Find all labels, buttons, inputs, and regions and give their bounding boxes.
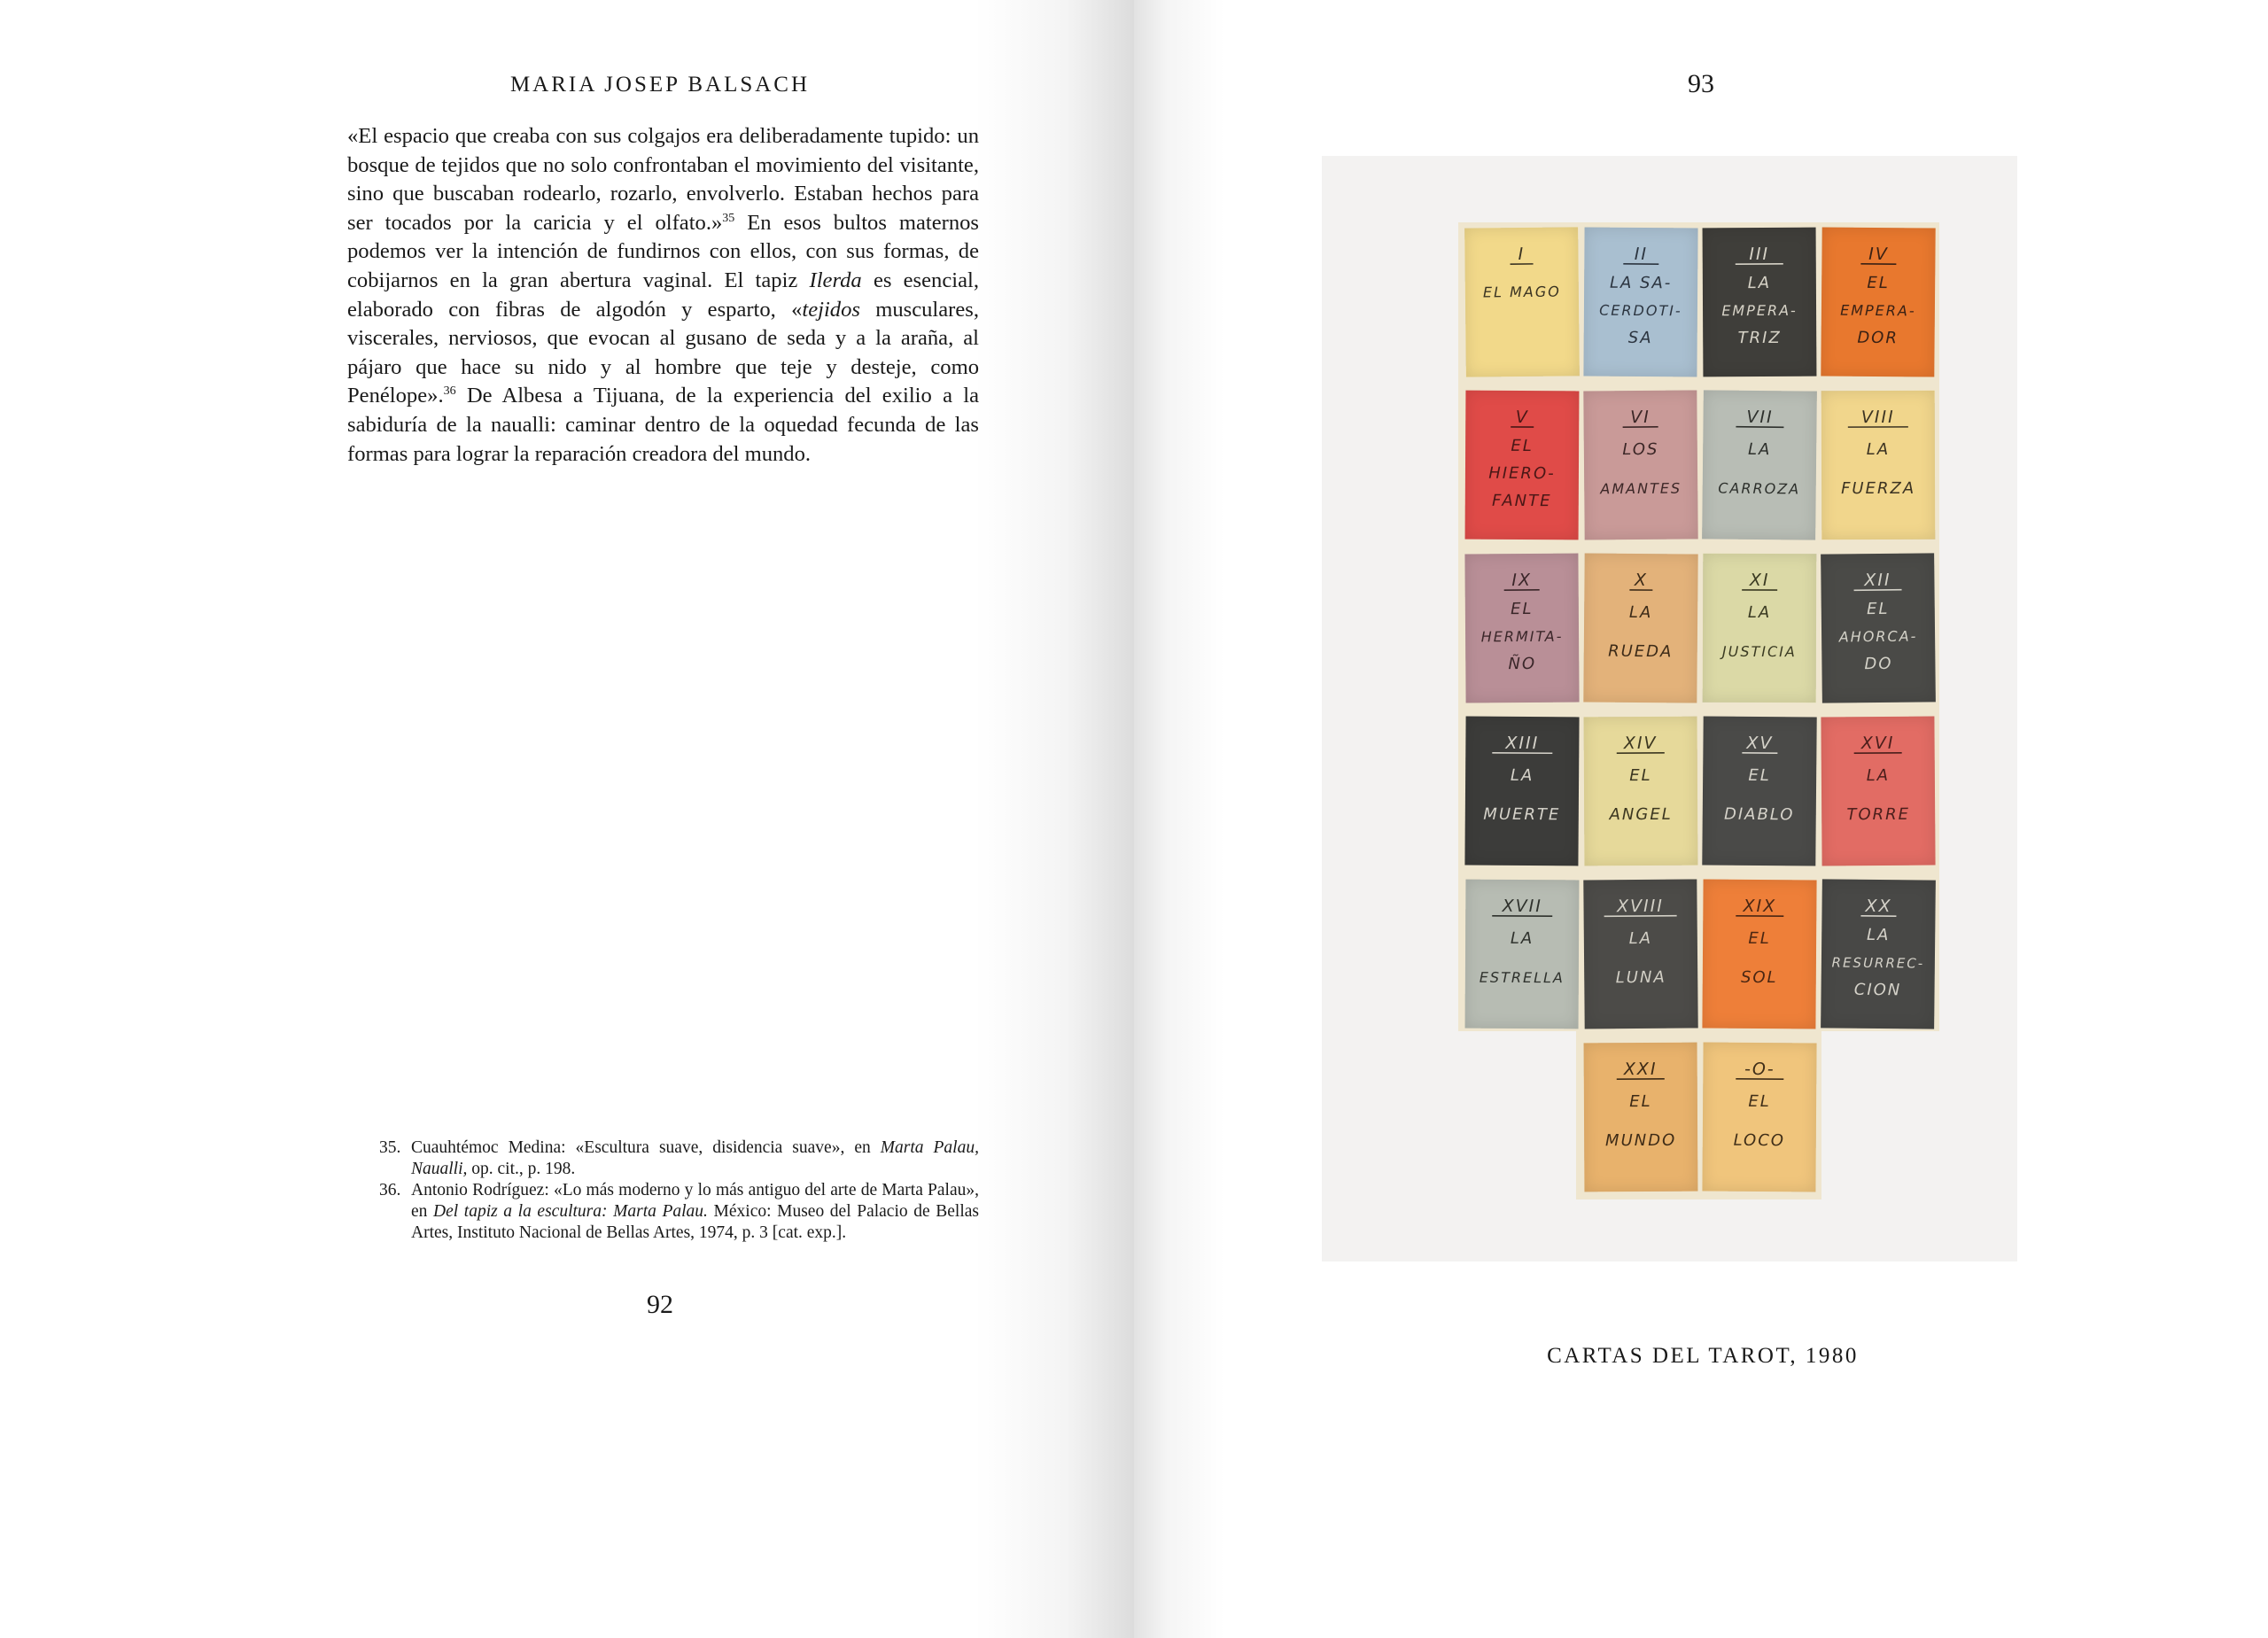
card-numeral: XVI xyxy=(1860,733,1895,754)
card-title-line: EMPERA- xyxy=(1721,301,1798,320)
footnote-italic: Del tapiz a la escultura: Marta Palau. xyxy=(433,1202,708,1221)
tarot-card xyxy=(1702,880,1816,1029)
card-numeral: XIII xyxy=(1505,733,1540,754)
card-title-line: SA xyxy=(1627,328,1653,348)
tarot-card xyxy=(1465,880,1580,1029)
card-title-line: RESURREC- xyxy=(1831,954,1925,972)
tarot-card xyxy=(1821,553,1936,703)
card-title-line: TORRE xyxy=(1846,804,1911,825)
footnote-italic: Marta Palau, Naualli, xyxy=(411,1138,979,1178)
card-title-line: DO xyxy=(1864,654,1893,674)
card-numeral: IV xyxy=(1868,244,1889,265)
card-title-line: DOR xyxy=(1857,328,1899,348)
footnote-number: 36. xyxy=(379,1181,401,1199)
tarot-card xyxy=(1821,391,1936,540)
card-title-line: JUSTICIA xyxy=(1721,642,1797,661)
card-numeral: VI xyxy=(1630,407,1651,428)
card-lettering xyxy=(1465,391,1580,540)
card-lettering xyxy=(1584,717,1698,866)
card-lettering xyxy=(1821,553,1936,703)
figure-caption: CARTAS DEL TAROT, 1980 xyxy=(1547,1344,1859,1368)
tarot-card xyxy=(1703,554,1817,703)
card-lettering xyxy=(1821,879,1936,1029)
card-lettering xyxy=(1584,1043,1698,1192)
card-lettering xyxy=(1821,391,1936,540)
text-run: En esos bultos maternos podemos ver la intención de fundirnos con ellos, con sus formas, de cobijarnos en la gran abertura vaginal. El tapiz xyxy=(347,210,979,292)
card-numeral: IX xyxy=(1511,570,1533,591)
card-lettering xyxy=(1702,390,1817,540)
paragraph-text xyxy=(347,122,979,469)
card-title-line: LA xyxy=(1510,765,1534,786)
footnote-text: México: Museo del Palacio de Bellas Artes, Instituto Nacional de Bellas Artes, 1974, p. 3 [cat. exp.]. xyxy=(411,1202,979,1242)
text-run: musculares, viscerales, nerviosos, que evocan al gusano de seda y a la araña, al pájaro que hace su nido y al hombre que teje y desteje, como Penélope». xyxy=(347,297,979,408)
card-title-line: LA xyxy=(1628,928,1653,949)
tarot-card xyxy=(1703,228,1817,377)
text-run: De Albesa a Tijuana, de la experiencia del exilio a la sabiduría de la naualli: caminar dentro de la oquedad fecunda de las formas para lograr la reparación creadora del mundo. xyxy=(347,384,979,466)
card-numeral: -O- xyxy=(1744,1059,1775,1080)
card-numeral: XVIII xyxy=(1617,896,1665,917)
tarot-card xyxy=(1464,554,1579,703)
tarot-card xyxy=(1821,879,1936,1029)
card-title-line: MUNDO xyxy=(1604,1130,1677,1151)
tarot-card xyxy=(1821,717,1935,866)
card-title-line: EMPERA- xyxy=(1840,301,1916,320)
card-title-line: LA xyxy=(1628,602,1653,623)
card-numeral: XIX xyxy=(1743,896,1777,917)
card-numeral: I xyxy=(1518,244,1526,265)
tarot-card xyxy=(1583,228,1697,377)
numeral-underline xyxy=(1736,427,1783,428)
card-title-line: FANTE xyxy=(1492,491,1552,511)
tarot-card xyxy=(1583,553,1697,703)
card-lettering xyxy=(1583,390,1697,540)
italic-title: Ilerda xyxy=(809,268,862,292)
card-title-line: ANGEL xyxy=(1609,804,1673,825)
tarot-card xyxy=(1702,716,1816,866)
card-title-line: MUERTE xyxy=(1483,804,1561,825)
italic-term: tejidos xyxy=(802,297,860,322)
footnote-text: Antonio Rodríguez: «Lo más moderno y lo más antiguo del arte de Marta Palau», en xyxy=(411,1181,979,1221)
card-lettering xyxy=(1464,717,1579,866)
card-lettering xyxy=(1464,227,1580,377)
card-title-line: LA xyxy=(1510,928,1534,949)
card-title-line: LA xyxy=(1866,439,1891,460)
card-numeral: XV xyxy=(1746,733,1774,754)
tarot-card xyxy=(1584,1043,1698,1192)
artwork-plate xyxy=(1322,156,2017,1261)
tarot-cards-artwork xyxy=(1458,222,1939,1199)
card-title-line: EL xyxy=(1866,599,1890,619)
page-number-right: 93 xyxy=(1688,69,1714,98)
card-title-line: EL xyxy=(1629,765,1652,786)
card-lettering xyxy=(1583,879,1697,1029)
numeral-underline xyxy=(1854,590,1902,591)
footnote-number: 35. xyxy=(379,1138,401,1157)
text-run: es esencial, elaborado con fibras de algodón y esparto, « xyxy=(347,268,979,322)
tarot-card xyxy=(1465,391,1580,540)
card-title-line: LA xyxy=(1866,925,1891,945)
card-lettering xyxy=(1702,880,1816,1029)
card-lettering xyxy=(1702,1043,1816,1192)
card-lettering xyxy=(1703,228,1817,377)
footnote-text: op. cit., p. 198. xyxy=(467,1160,576,1178)
card-title-line: CARROZA xyxy=(1718,479,1801,498)
card-title-line: FUERZA xyxy=(1841,478,1916,499)
card-title-line: HERMITA- xyxy=(1480,627,1564,646)
footnote-text: Cuauhtémoc Medina: «Escultura suave, disidencia suave», en xyxy=(411,1138,881,1157)
card-title-line: LOCO xyxy=(1733,1130,1786,1151)
tarot-card xyxy=(1821,227,1935,377)
card-title-line: CION xyxy=(1853,980,1902,1000)
card-numeral: VIII xyxy=(1860,407,1895,428)
card-title-line: EL xyxy=(1511,599,1534,619)
card-lettering xyxy=(1464,554,1579,703)
card-numeral: XVII xyxy=(1502,896,1542,917)
card-title-line: DIABLO xyxy=(1723,804,1795,825)
running-head: MARIA JOSEP BALSACH xyxy=(509,73,811,97)
card-lettering xyxy=(1583,228,1697,377)
card-lettering xyxy=(1465,880,1580,1029)
card-title-line: CERDOTI- xyxy=(1599,301,1682,320)
card-title-line: EL xyxy=(1748,765,1771,786)
tarot-card xyxy=(1583,390,1697,540)
card-numeral: III xyxy=(1749,244,1770,265)
footnote-ref[interactable]: 35 xyxy=(722,211,735,225)
tarot-card xyxy=(1464,717,1579,866)
card-title-line: LA SA- xyxy=(1609,273,1673,293)
card-title-line: AMANTES xyxy=(1600,479,1682,498)
card-title-line: LOS xyxy=(1622,439,1659,460)
text-run: «El espacio que creaba con sus colgajos era deliberadamente tupido: un bosque de tejidos que no solo confrontaban el movimiento del visitante, sino que buscaban rodearlo, rozarlo, envolverlo. Estaban hechos para ser tocados por la caricia y el olfato.» xyxy=(347,124,979,235)
card-title-line: LA xyxy=(1866,765,1891,786)
card-numeral: XXI xyxy=(1623,1059,1658,1080)
page-number-left: 92 xyxy=(647,1290,673,1319)
tarot-card xyxy=(1702,390,1817,540)
tarot-card xyxy=(1464,227,1580,377)
card-lettering xyxy=(1703,554,1817,703)
card-numeral: II xyxy=(1634,244,1649,265)
card-title-line: EL MAGO xyxy=(1482,283,1561,301)
footnote-ref[interactable]: 36 xyxy=(443,384,456,399)
body-paragraph xyxy=(347,122,979,469)
card-title-line: AHORCA- xyxy=(1838,627,1918,646)
card-title-line: SOL xyxy=(1740,967,1778,988)
card-numeral: XX xyxy=(1865,896,1892,917)
card-numeral: VII xyxy=(1746,407,1774,428)
numeral-underline xyxy=(1604,916,1677,917)
card-numeral: V xyxy=(1515,407,1529,428)
card-lettering xyxy=(1821,717,1935,866)
card-numeral: XII xyxy=(1864,570,1891,591)
right-page xyxy=(1134,0,2268,1638)
card-numeral: XI xyxy=(1749,570,1770,591)
card-title-line: LA xyxy=(1747,439,1772,460)
card-lettering xyxy=(1583,553,1697,703)
card-title-line: LUNA xyxy=(1615,967,1666,988)
card-title-line: LA xyxy=(1747,602,1772,623)
footnotes xyxy=(379,1137,979,1244)
footnote-35 xyxy=(379,1137,979,1180)
card-title-line: EL xyxy=(1748,928,1771,949)
card-title-line: HIERO- xyxy=(1488,463,1556,484)
card-title-line: ÑO xyxy=(1508,654,1537,674)
card-numeral: X xyxy=(1634,570,1649,591)
card-title-line: EL xyxy=(1511,436,1534,456)
card-title-line: RUEDA xyxy=(1608,641,1674,662)
card-lettering xyxy=(1702,716,1816,866)
card-title-line: LA xyxy=(1747,273,1772,293)
tarot-card xyxy=(1702,1043,1816,1192)
card-lettering xyxy=(1821,227,1935,377)
card-numeral: XIV xyxy=(1623,733,1658,754)
card-title-line: ESTRELLA xyxy=(1479,968,1565,987)
card-title-line: EL xyxy=(1867,273,1890,293)
tarot-card xyxy=(1583,879,1697,1029)
card-title-line: EL xyxy=(1748,1091,1771,1112)
footnote-36 xyxy=(379,1180,979,1244)
tarot-card xyxy=(1584,717,1698,866)
card-title-line: TRIZ xyxy=(1737,328,1782,348)
card-title-line: EL xyxy=(1629,1091,1652,1112)
